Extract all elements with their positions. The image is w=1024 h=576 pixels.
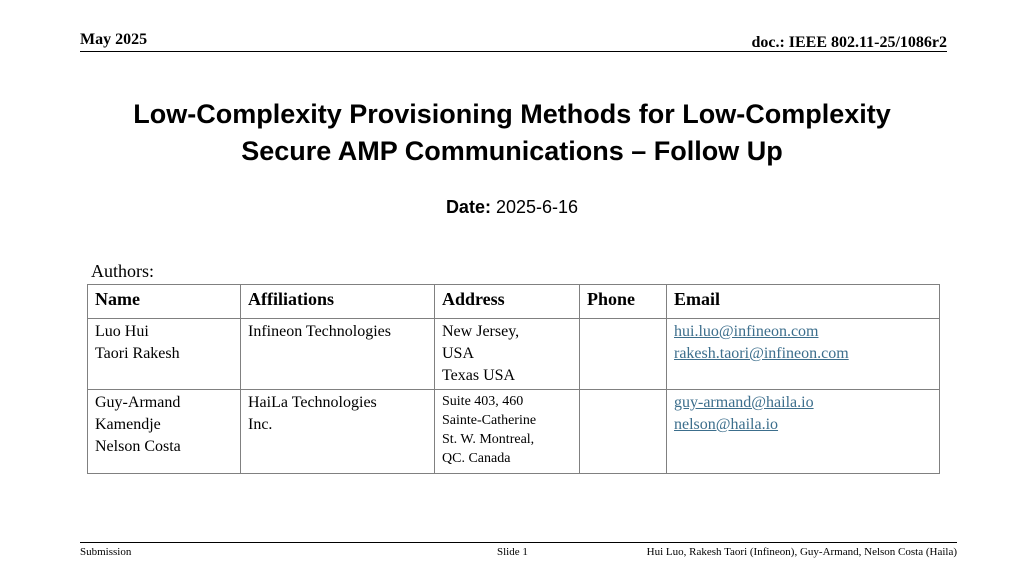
table-row — [88, 390, 940, 474]
col-header-phone: Phone — [580, 285, 667, 319]
affiliation-text: HaiLa Technologies — [248, 394, 377, 411]
col-header-affiliations: Affiliations — [241, 285, 435, 319]
col-header-address: Address — [435, 285, 580, 319]
cell-name — [88, 319, 241, 390]
col-header-email: Email — [667, 285, 940, 319]
address-line: Texas USA — [442, 367, 516, 384]
email-link[interactable]: nelson@haila.io — [674, 416, 779, 433]
header-rule — [80, 51, 947, 52]
address-line: St. W. Montreal, — [442, 432, 535, 447]
cell-address — [435, 319, 580, 390]
affiliation-text: Inc. — [248, 416, 273, 433]
footer-slide-number: Slide 1 — [497, 546, 528, 558]
title-line-1: Low-Complexity Provisioning Methods for Low-Complexity — [133, 99, 891, 129]
cell-phone — [580, 319, 667, 390]
col-header-name: Name — [88, 285, 241, 319]
slide-title — [0, 96, 1024, 170]
email-link[interactable]: guy-armand@haila.io — [674, 394, 814, 411]
author-name: Kamendje — [95, 416, 161, 433]
footer-authors: Hui Luo, Rakesh Taori (Infineon), Guy-Armand, Nelson Costa (Haila) — [646, 546, 957, 558]
authors-label: Authors: — [91, 261, 154, 281]
cell-affiliation — [241, 390, 435, 474]
header-doc-id: doc.: IEEE 802.11-25/1086r2 — [751, 34, 947, 51]
table-row — [88, 319, 940, 390]
address-line: Suite 403, 460 — [442, 394, 524, 409]
cell-phone — [580, 390, 667, 474]
cell-affiliation — [241, 319, 435, 390]
author-name: Guy-Armand — [95, 394, 181, 411]
header-date: May 2025 — [80, 31, 148, 48]
date-label: Date: — [445, 197, 491, 217]
authors-table — [87, 284, 940, 474]
footer-rule — [80, 542, 957, 543]
affiliation-text: Infineon Technologies — [248, 323, 391, 340]
address-line: USA — [442, 345, 475, 362]
cell-email — [667, 319, 940, 390]
author-name: Taori Rakesh — [95, 345, 180, 362]
email-link[interactable]: rakesh.taori@infineon.com — [674, 345, 849, 362]
cell-address — [435, 390, 580, 474]
author-name: Luo Hui — [95, 323, 149, 340]
cell-email — [667, 390, 940, 474]
address-line: Sainte-Catherine — [442, 413, 537, 428]
footer-submission: Submission — [80, 546, 132, 558]
cell-name — [88, 390, 241, 474]
title-line-2: Secure AMP Communications – Follow Up — [241, 136, 783, 166]
address-line: New Jersey, — [442, 323, 520, 340]
address-line: QC. Canada — [442, 451, 511, 466]
date-value: 2025-6-16 — [495, 197, 579, 217]
author-name: Nelson Costa — [95, 438, 181, 455]
table-header-row — [88, 285, 940, 319]
email-link[interactable]: hui.luo@infineon.com — [674, 323, 819, 340]
date-line — [0, 197, 1024, 218]
